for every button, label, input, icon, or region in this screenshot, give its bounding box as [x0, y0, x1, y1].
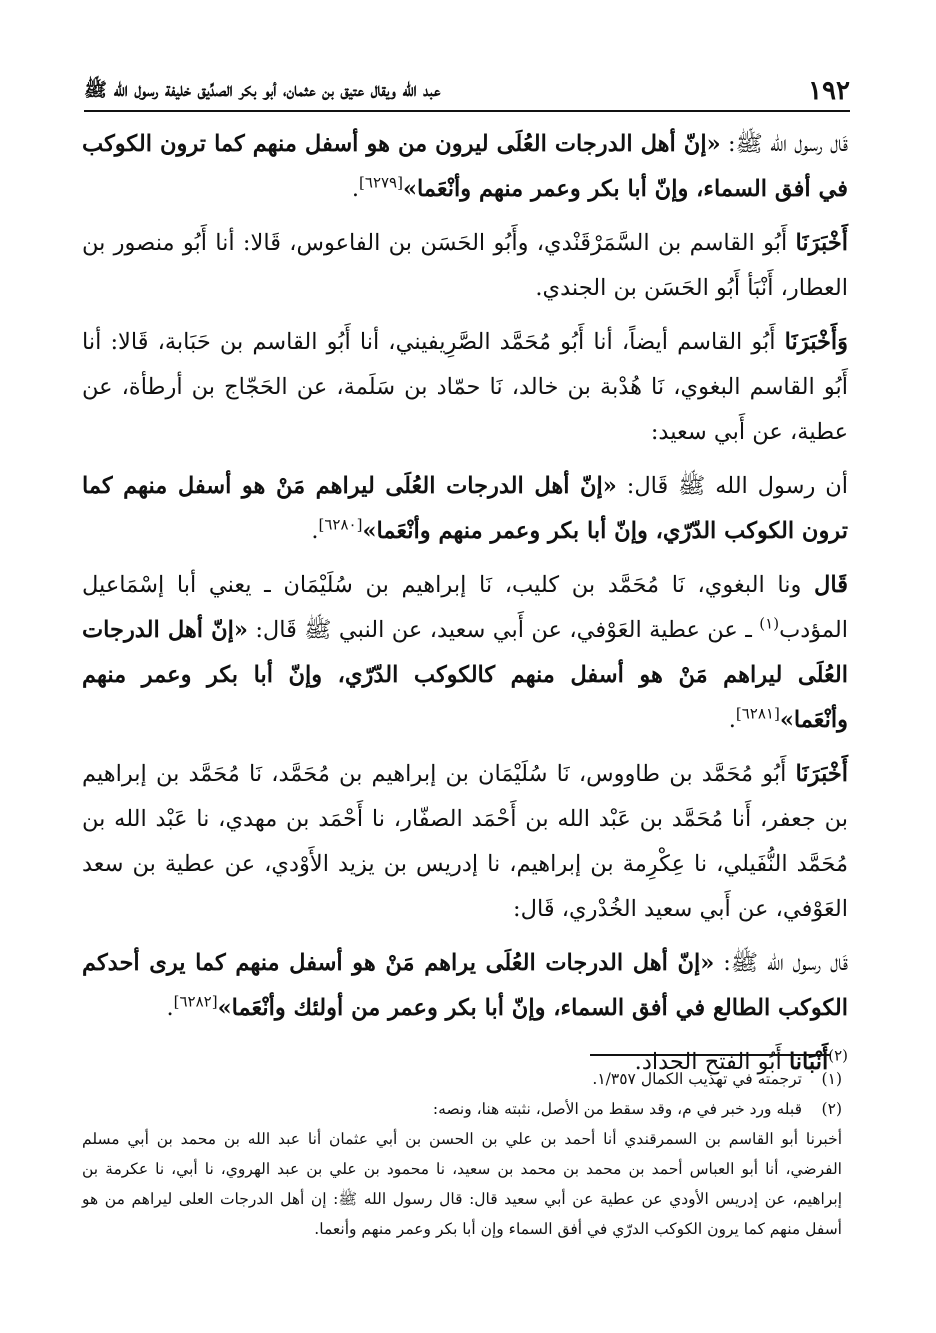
paragraph-isnad-1 [82, 221, 848, 311]
footnote-item [82, 1094, 842, 1124]
isnad-lead-word: أَخْبَرَنَا [795, 761, 849, 787]
hadith-text: «إنّ أهل الدرجات العُلَى يراهم مَنْ هو أسفل منهم كما يرى أحدكم الكوكب الطالع في أفق السماء، وإنّ أبا بكر وعمر من أولئك وأنْعَما» [82, 950, 848, 1021]
hadith-text: «إنّ أهل الدرجات العُلَى ليرون من هو أسفل منهم كما ترون الكوكب في أفق السماء، وإنّ أبا بكر وعمر منهم وأنْعَما» [82, 131, 848, 202]
paragraph-isnad-2 [82, 320, 848, 455]
hadith-ref-number: [٦٢٧٩] [359, 173, 403, 192]
footnote-number: (١) [821, 1070, 842, 1088]
isnad-text: أَبُو مُحَمَّد بن طاووس، نَا سُلَيْمَان بن إبراهيم بن مُحَمَّد، نَا مُحَمَّد بن إبراهيم بن جعفر، أَنا مُحَمَّد بن عَبْد الله بن أَحْمَد الصفّار، نا أَحْمَد بن مهدي، نا عَبْد الله بن مُحَمَّد النُّفَيلي، نا عِكْرِمة بن إبراهيم، نا إدريس بن يزيد الأَوْدي، عن عطية بن سعد العَوْفي، عن أَبي سعيد الخُدْري، قَال: [82, 761, 848, 922]
isnad-lead-word: أَنْبَانا [788, 1049, 829, 1075]
footnote-marker-1[interactable]: (١) [759, 614, 780, 633]
hadith-intro: قَال رسول الله ﷺ: [728, 131, 848, 157]
footnote-divider [590, 1054, 830, 1056]
isnad-text: أَبُو القاسم بن السَّمَرْقَنْدي، وأَبُو الحَسَن بن الفاعوس، قَالا: أنا أَبُو منصور بن العطار، أَنْبَأ أَبُو الحَسَن بن الجندي. [82, 230, 848, 301]
paragraph-hadith-2 [82, 464, 848, 554]
paragraph-isnad-hadith-3 [82, 563, 848, 743]
isnad-text-continued: ـ عن عطية العَوْفي، عن أَبي سعيد، عن النبي ﷺ قَال: [255, 617, 752, 643]
footnote-marker-2[interactable]: (٢) [828, 1046, 848, 1065]
hadith-text: «إنّ أهل الدرجات العُلَى ليراهم مَنْ هو أسفل منهم كما ترون الكوكب الدّرّي، وإنّ أبا بكر وعمر منهم وأنْعَما» [82, 473, 848, 544]
footnote-text: قبله ورد خبر في م، وقد سقط من الأصل، نثبته هنا، ونصه: [432, 1100, 802, 1118]
paragraph-end: . [351, 176, 360, 202]
hadith-intro: أن رسول الله ﷺ قَال: [626, 473, 848, 499]
paragraph-hadith-1 [82, 122, 848, 212]
paragraph-end: . [166, 995, 174, 1021]
footnote-continuation: أخبرنا أبو القاسم بن السمرقندي أنا أحمد بن علي بن الحسن بن أبي عثمان أنا عبد الله بن محمد بن أبي مسلم الفرضي، أنا أبو العباس أحمد بن محمد بن محمد بن سعيد، نا محمود بن علي بن عبد الهروي، نا أبي، نا عكرمة بن إبراهيم، عن إدريس الأودي عن عطية عن أبي سعيد قال: قال رسول الله ﷺ: إن أهل الدرجات العلى ليراهم من هو أسفل منهم كما يرون الكوكب الدرّي في أفق السماء وإن أبا بكر وعمر منهم وأنعما. [82, 1130, 842, 1238]
footnote-text: ترجمته في تهذيب الكمال ١/٣٥٧. [592, 1070, 802, 1088]
paragraph-isnad-4 [82, 752, 848, 932]
hadith-ref-number: [٦٢٨١] [735, 704, 780, 723]
hadith-ref-number: [٦٢٨٢] [173, 992, 218, 1011]
page-number: ١٩٢ [808, 76, 850, 106]
hadith-ref-number: [٦٢٨٠] [318, 515, 363, 534]
isnad-lead-word: أَخْبَرَنَا [795, 230, 848, 256]
isnad-lead-word: قَال [814, 572, 848, 598]
footnote-number: (٢) [821, 1100, 842, 1118]
footnotes [82, 1064, 842, 1244]
isnad-text: ونا البغوي، نَا مُحَمَّد بن كليب، نَا إبراهيم بن سُلَيْمَان ـ يعني أبا إسْمَاعيل المؤدب [82, 572, 849, 643]
isnad-text: أَبُو الفتح الحداد. [634, 1049, 782, 1075]
hadith-intro: قَال رسول الله ﷺ: [723, 950, 849, 976]
body-text [82, 122, 848, 1094]
hadith-text: «إنّ أهل الدرجات العُلَى ليراهم مَنْ هو أسفل منهم كالكوكب الدّرّي، وإنّ أبا بكر وعمر منهم وأنْعَما» [82, 617, 848, 733]
isnad-text: أَبُو القاسم أيضاً، أنا أَبُو مُحَمَّد الصَّرِيفيني، أنا أَبُو القاسم بن حَبَابة، قَالا: أنا أَبُو القاسم البغوي، نَا هُدْبة بن خالد، نَا حمّاد بن سَلَمة، عن الحَجّاج بن أرطأة، عن عطية، عن أَبي سعيد: [82, 329, 848, 445]
paragraph-end: . [311, 518, 319, 544]
paragraph-end: . [728, 707, 736, 733]
isnad-lead-word: وَأَخْبَرَنَا [784, 329, 849, 355]
footnote-item [82, 1064, 842, 1094]
page-header [84, 60, 850, 112]
paragraph-hadith-4 [82, 941, 848, 1031]
running-title: عبد الله ويقال عتيق بن عثمان، أبو بكر الصدِّيق خليفة رسول الله ﷺ [84, 79, 441, 101]
